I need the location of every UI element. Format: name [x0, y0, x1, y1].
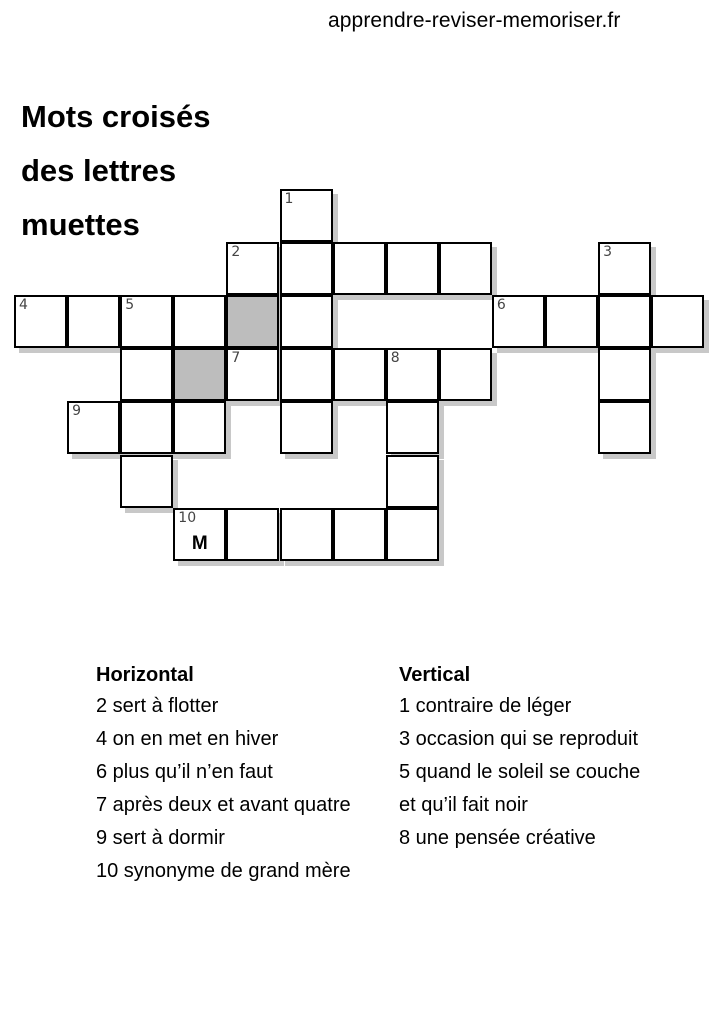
grid-cell[interactable]: [333, 242, 386, 295]
grid-cell[interactable]: [226, 242, 279, 295]
grid-cell[interactable]: [120, 455, 173, 508]
grid-cell[interactable]: [14, 295, 67, 348]
grid-cell[interactable]: [67, 401, 120, 454]
grid-cell[interactable]: [386, 508, 439, 561]
grid-cell[interactable]: [598, 401, 651, 454]
vertical-heading: Vertical: [399, 664, 471, 686]
vertical-clues: [399, 660, 659, 855]
grid-cell[interactable]: [439, 242, 492, 295]
grid-cell[interactable]: [120, 348, 173, 401]
clue-item: 5 quand le soleil se couche et qu’il fait noir: [399, 761, 641, 816]
grid-cell[interactable]: [173, 295, 226, 348]
grid-cell[interactable]: [67, 295, 120, 348]
cell-number: 3: [603, 244, 613, 261]
cell-number: 6: [496, 297, 506, 314]
cell-number: 2: [231, 244, 241, 261]
grid-cell[interactable]: [226, 348, 279, 401]
grid-cell[interactable]: [386, 401, 439, 454]
grid-cell[interactable]: [333, 348, 386, 401]
clue-item: 4 on en met en hiver: [96, 728, 279, 750]
grid-cell[interactable]: [280, 295, 333, 348]
cell-number: 1: [284, 191, 294, 207]
grid-cell[interactable]: [598, 242, 651, 295]
cell-number: 7: [231, 350, 241, 367]
horizontal-clues: [96, 660, 356, 888]
clue-item: 9 sert à dormir: [96, 827, 225, 849]
grid-cell[interactable]: [386, 242, 439, 295]
horizontal-heading: Horizontal: [96, 664, 194, 686]
grid-cell[interactable]: [120, 401, 173, 454]
cell-number: 5: [125, 297, 135, 314]
grid-cell[interactable]: [439, 348, 492, 401]
grid-cell[interactable]: [333, 508, 386, 561]
grid-cell[interactable]: [598, 348, 651, 401]
grid-cell[interactable]: [173, 401, 226, 454]
clue-item: 2 sert à flotter: [96, 695, 219, 717]
grid-cell[interactable]: [492, 295, 545, 348]
cell-number: 4: [19, 297, 28, 314]
title-line: muettes: [21, 207, 140, 242]
clue-item: 7 après deux et avant quatre: [96, 794, 351, 816]
shaded-cell: [173, 348, 226, 401]
clue-item: 8 une pensée créative: [399, 827, 596, 849]
title-line: Mots croisés: [21, 99, 211, 134]
title-line: des lettres: [21, 153, 177, 188]
clue-item: 6 plus qu’il n’en faut: [96, 761, 273, 783]
shaded-cell: [226, 295, 279, 348]
grid-cell[interactable]: [280, 242, 333, 295]
grid-cell[interactable]: [386, 348, 439, 401]
clue-item: 3 occasion qui se reproduit: [399, 728, 639, 750]
grid-cell[interactable]: [280, 401, 333, 454]
cell-letter: M: [191, 532, 208, 554]
grid-cell[interactable]: [280, 189, 333, 242]
grid-cell[interactable]: [651, 295, 704, 348]
grid-cell[interactable]: [280, 348, 333, 401]
cell-number: 10: [178, 509, 197, 526]
site-url: apprendre-reviser-memoriser.fr: [328, 9, 621, 32]
cell-number: 9: [72, 403, 82, 420]
grid-cell[interactable]: [545, 295, 598, 348]
grid-cell[interactable]: [280, 508, 333, 561]
grid-cell[interactable]: [226, 508, 279, 561]
grid-cell[interactable]: [173, 508, 226, 561]
grid-cell[interactable]: [120, 295, 173, 348]
cell-number: 8: [390, 350, 400, 367]
grid-cell[interactable]: [386, 455, 439, 508]
grid-cell[interactable]: [598, 295, 651, 348]
clue-item: 10 synonyme de grand mère: [96, 860, 351, 882]
clue-item: 1 contraire de léger: [399, 695, 572, 717]
